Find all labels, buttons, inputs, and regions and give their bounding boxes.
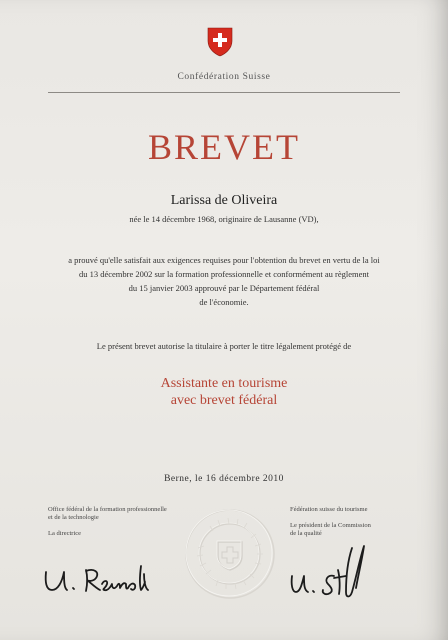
protected-title: [0, 375, 448, 409]
certificate-heading: BREVET: [148, 127, 300, 167]
signature-block-left: [48, 506, 167, 538]
paragraph-line: de l'économie.: [199, 297, 249, 307]
birth-line: née le 14 décembre 1968, originaire de Lausanne (VD),: [129, 214, 319, 224]
confederation-label: Confédération Suisse: [177, 72, 271, 82]
handwritten-signature-icon: [286, 540, 376, 602]
embossed-seal-icon: [184, 508, 276, 600]
signatory-role: de la qualité: [290, 530, 322, 537]
authorisation-text: Le présent brevet autorise la titulaire à porter le titre légalement protégé de: [96, 341, 352, 351]
title-line: Assistante en tourisme: [160, 376, 288, 391]
handwritten-signature-icon: [40, 560, 170, 600]
paragraph-line: a prouvé qu'elle satisfait aux exigences requises pour l'obtention du brevet en vertu de la loi: [68, 255, 380, 265]
org-line: Fédération suisse du tourisme: [290, 506, 368, 513]
signatory-role: Le président de la Commission: [290, 522, 371, 529]
recipient-name: Larissa de Oliveira: [170, 193, 278, 208]
paragraph-line: du 13 décembre 2002 sur la formation professionnelle et conformément au règlement: [78, 269, 370, 279]
org-line: Office fédéral de la formation professionnelle: [48, 506, 167, 513]
org-line: et de la technologie: [48, 514, 99, 521]
paragraph-line: du 15 janvier 2003 approuvé par le Département fédéral: [128, 283, 320, 293]
header-divider: [48, 92, 400, 93]
swiss-cross-icon: [207, 27, 233, 57]
qualification-paragraph: [40, 253, 408, 309]
signature-block-right: [290, 506, 371, 538]
place-date: Berne, le 16 décembre 2010: [164, 474, 284, 484]
title-line: avec brevet fédéral: [170, 393, 278, 408]
signatory-role: La directrice: [48, 530, 82, 537]
